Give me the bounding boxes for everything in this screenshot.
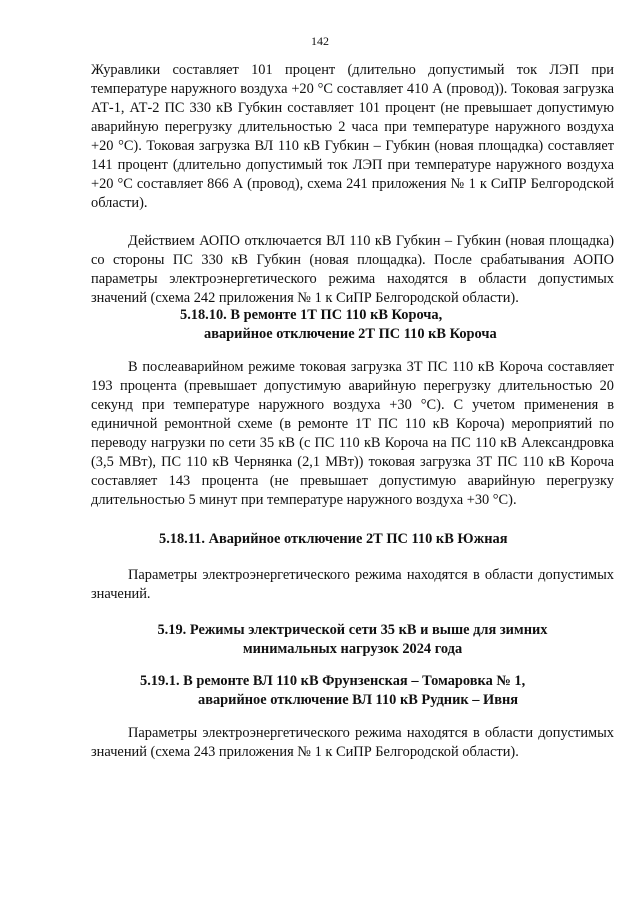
paragraph-rudnik-params: Параметры электроэнергетического режима находятся в области допустимых значений (схема 243 приложения № 1 к СиПР Белгородской области). bbox=[91, 725, 614, 760]
page-number: 142 bbox=[311, 34, 329, 48]
heading-5-19-1-line2: аварийное отключение ВЛ 110 кВ Рудник – Ивня bbox=[198, 692, 519, 708]
heading-5-19-line2: минимальных нагрузок 2024 года bbox=[242, 641, 463, 657]
heading-5-18-10-line1: 5.18.10. В ремонте 1Т ПС 110 кВ Короча, bbox=[180, 307, 443, 323]
heading-5-18-11 bbox=[159, 530, 508, 549]
heading-5-18-11-text: 5.18.11. Аварийное отключение 2Т ПС 110 кВ Южная bbox=[159, 531, 508, 547]
paragraph-korocha-load: В послеаварийном режиме токовая загрузка 3Т ПС 110 кВ Короча составляет 193 процента (превышает допустимую аварийную перегрузку длительностью 20 секунд при температуре наружного воздуха +30 °С). С учетом применения в единичной ремонтной схеме (в ремонте 1Т ПС 110 кВ Короча) мероприятий по переводу нагрузки по сети 35 кВ (с ПС 110 кВ Короча на ПС 110 кВ Александровка (3,5 МВт), ПС 110 кВ Чернянка (2,1 МВт)) токовая загрузка 3Т ПС 110 кВ Короча составляет 143 процента (не превышает допустимую аварийную перегрузку длительностью 5 минут при температуре наружного воздуха +30 °С). bbox=[91, 359, 614, 508]
heading-5-19 bbox=[91, 621, 614, 659]
heading-5-19-line1: 5.19. Режимы электрической сети 35 кВ и выше для зимних bbox=[157, 622, 548, 638]
paragraph-zhuravliki-load: Журавлики составляет 101 процент (длительно допустимый ток ЛЭП при температуре наружного воздуха +20 °С составляет 410 А (провод)). Токовая загрузка АТ-1, АТ-2 ПС 330 кВ Губкин составляет 101 процент (не превышает допустимую аварийную перегрузку длительностью 2 часа при температуре наружного воздуха +20 °С). Токовая загрузка ВЛ 110 кВ Губкин – Губкин (новая площадка) составляет 141 процент (длительно допустимый ток ЛЭП при температуре наружного воздуха +20 °С составляет 866 А (провод), схема 241 приложения № 1 к СиПР Белгородской области). bbox=[91, 62, 614, 211]
heading-5-19-1 bbox=[140, 672, 525, 710]
heading-5-18-10-line2: аварийное отключение 2Т ПС 110 кВ Короча bbox=[204, 326, 497, 342]
heading-5-18-10 bbox=[180, 306, 497, 344]
paragraph-yuzhnaya-params: Параметры электроэнергетического режима находятся в области допустимых значений. bbox=[91, 567, 614, 602]
heading-5-19-1-line1: 5.19.1. В ремонте ВЛ 110 кВ Фрунзенская – Томаровка № 1, bbox=[140, 673, 526, 689]
paragraph-aopo-action: Действием АОПО отключается ВЛ 110 кВ Губкин – Губкин (новая площадка) со стороны ПС 330 кВ Губкин (новая площадка). После срабатывания АОПО параметры электроэнергетического режима находятся в области допустимых значений (схема 242 приложения № 1 к СиПР Белгородской области). bbox=[91, 233, 614, 306]
